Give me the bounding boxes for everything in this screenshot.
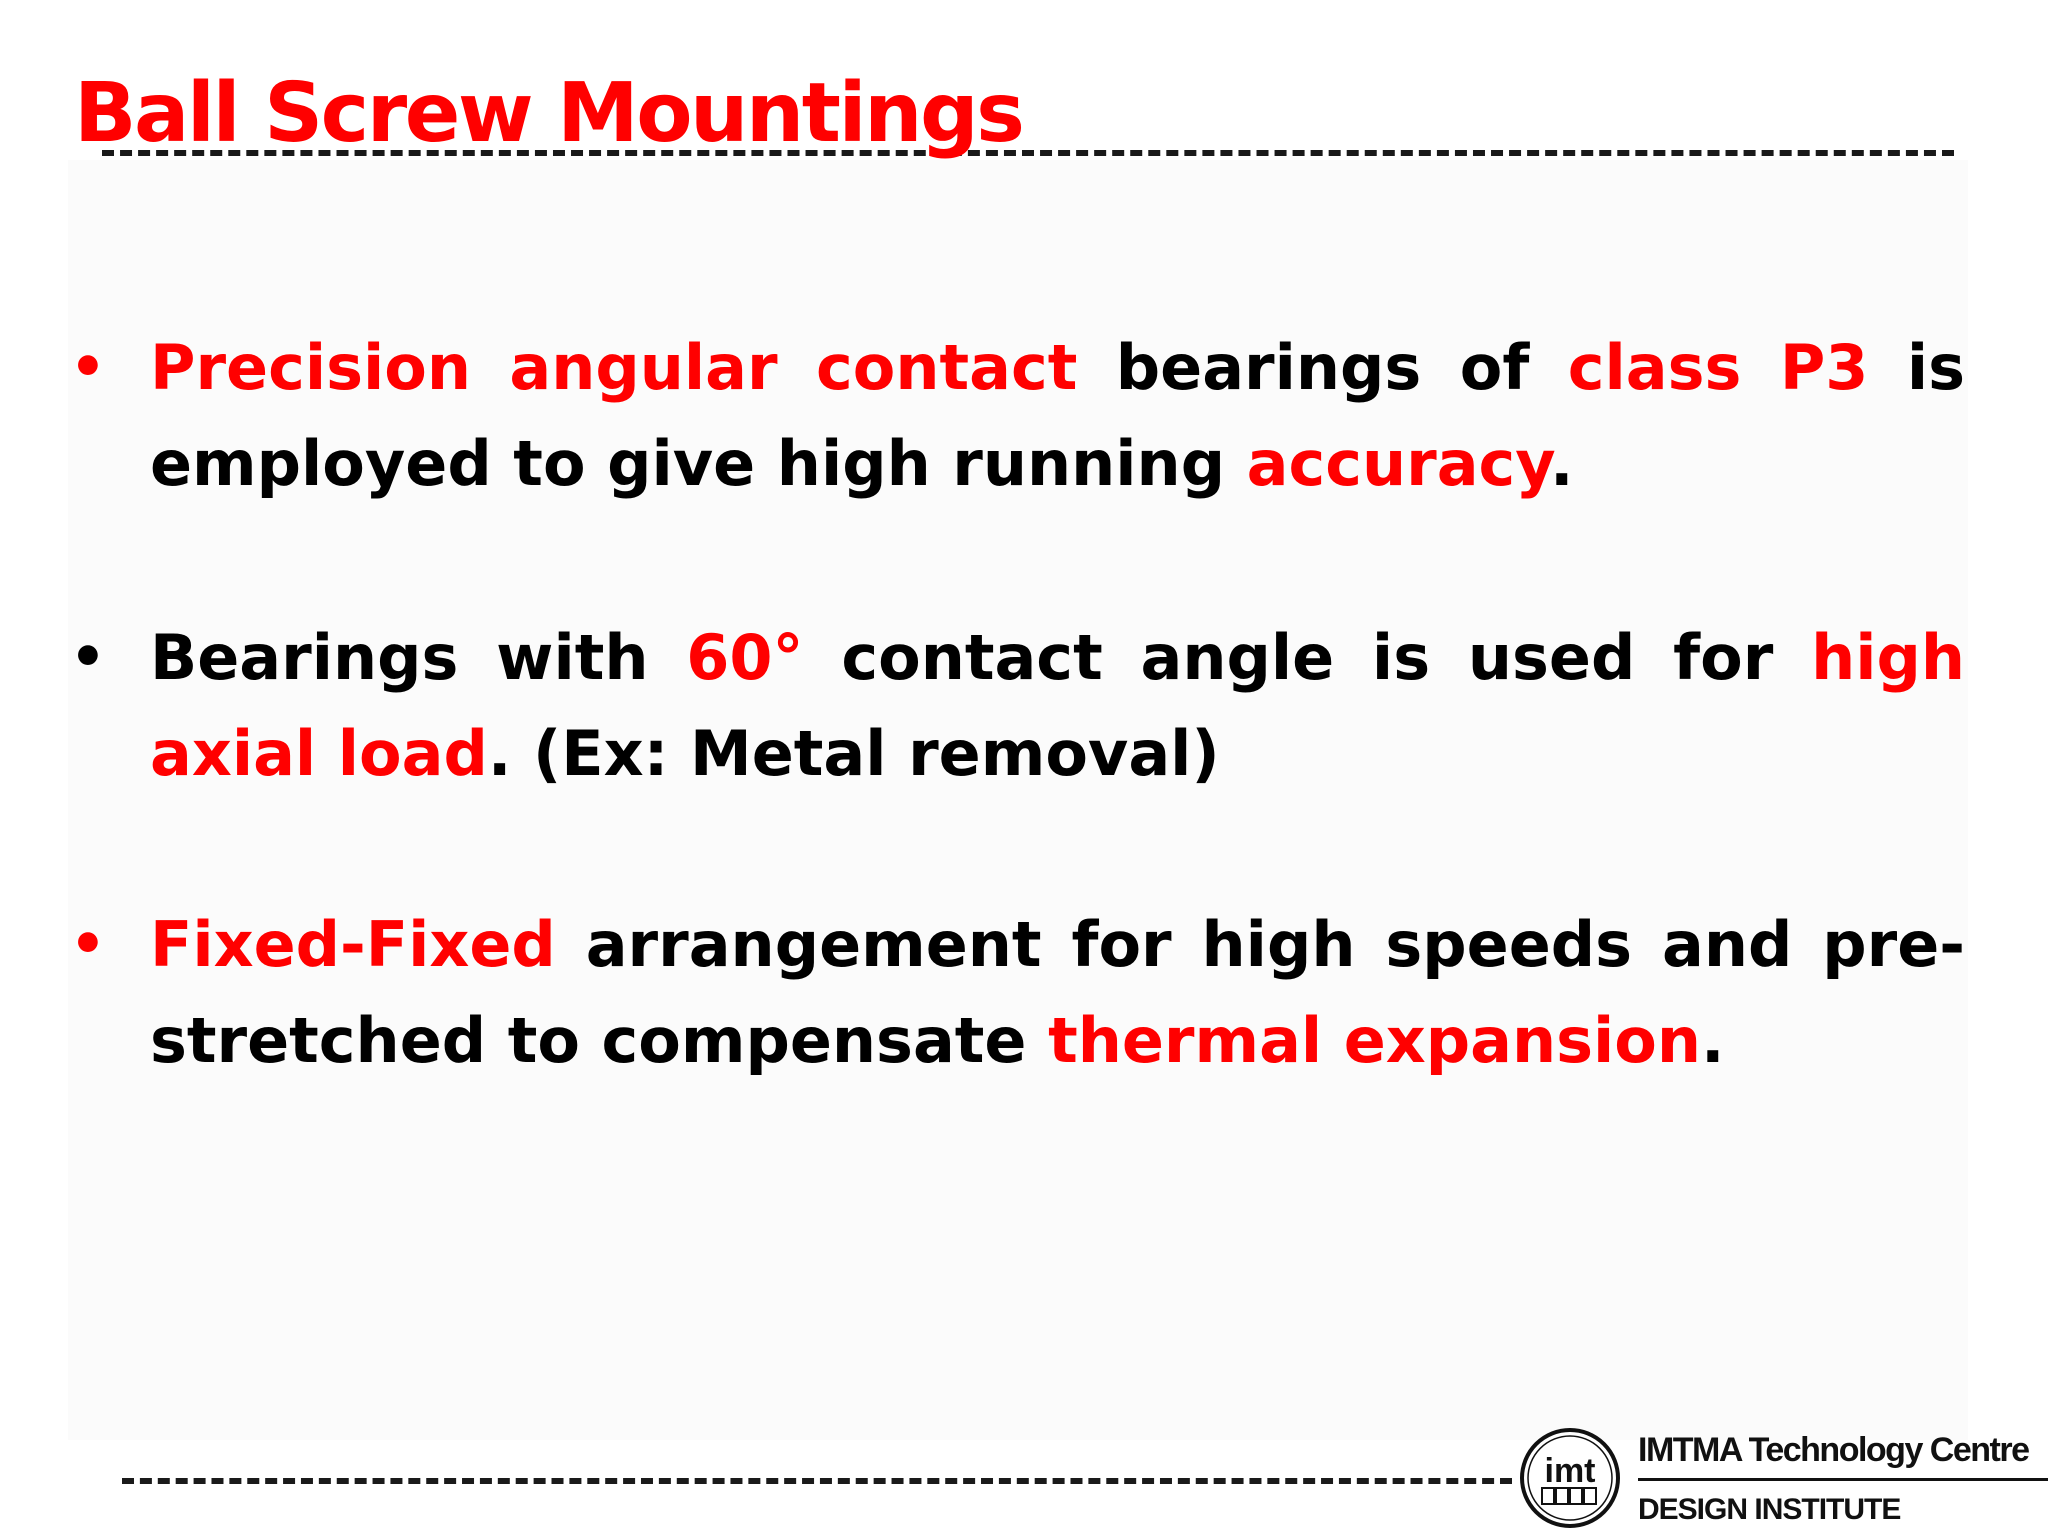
highlight-fixed-fixed: Fixed-Fixed — [150, 908, 556, 981]
bullet-item-bearing-class — [70, 320, 1965, 512]
highlight-thermal-expansion: thermal expansion — [1048, 1004, 1702, 1077]
bullet-text: bearings of — [1077, 331, 1568, 404]
bullet-text: Bearings with — [150, 621, 687, 694]
highlight-accuracy: accuracy — [1246, 427, 1551, 500]
bullet-text: . — [1701, 1004, 1725, 1077]
highlight-60-degree: 60° — [686, 621, 804, 694]
bullet-item-contact-angle — [70, 610, 1965, 802]
bullet-text: . — [1550, 427, 1574, 500]
footer-dashed-rule — [122, 1478, 1512, 1484]
highlight-class-p3: class P3 — [1567, 331, 1869, 404]
bullet-text: . (Ex: Metal removal) — [487, 717, 1220, 790]
bullet-text: arrangement for high speeds and pre-stretched to compensate — [150, 908, 1965, 1077]
footer-logo-divider — [1638, 1478, 2048, 1481]
bullet-text: contact angle is used for — [803, 621, 1812, 694]
bullet-text: is employed to give high running — [150, 331, 1965, 500]
logo-mark-text: imt — [1544, 1452, 1596, 1490]
slide-title: Ball Screw Mountings — [74, 66, 1023, 161]
footer-organization: IMTMA Technology Centre — [1638, 1431, 2029, 1469]
highlight-high-axial-load: high axial load — [150, 621, 1965, 790]
bullet-marker: • — [70, 625, 106, 690]
bullet-item-fixed-fixed — [70, 897, 1965, 1089]
bullet-marker: • — [70, 335, 106, 400]
imtma-logo-icon — [1518, 1426, 1622, 1530]
footer-subtitle: DESIGN INSTITUTE — [1638, 1493, 1901, 1526]
highlight-precision-angular-contact: Precision angular contact — [150, 331, 1078, 404]
bullet-marker: • — [70, 912, 106, 977]
